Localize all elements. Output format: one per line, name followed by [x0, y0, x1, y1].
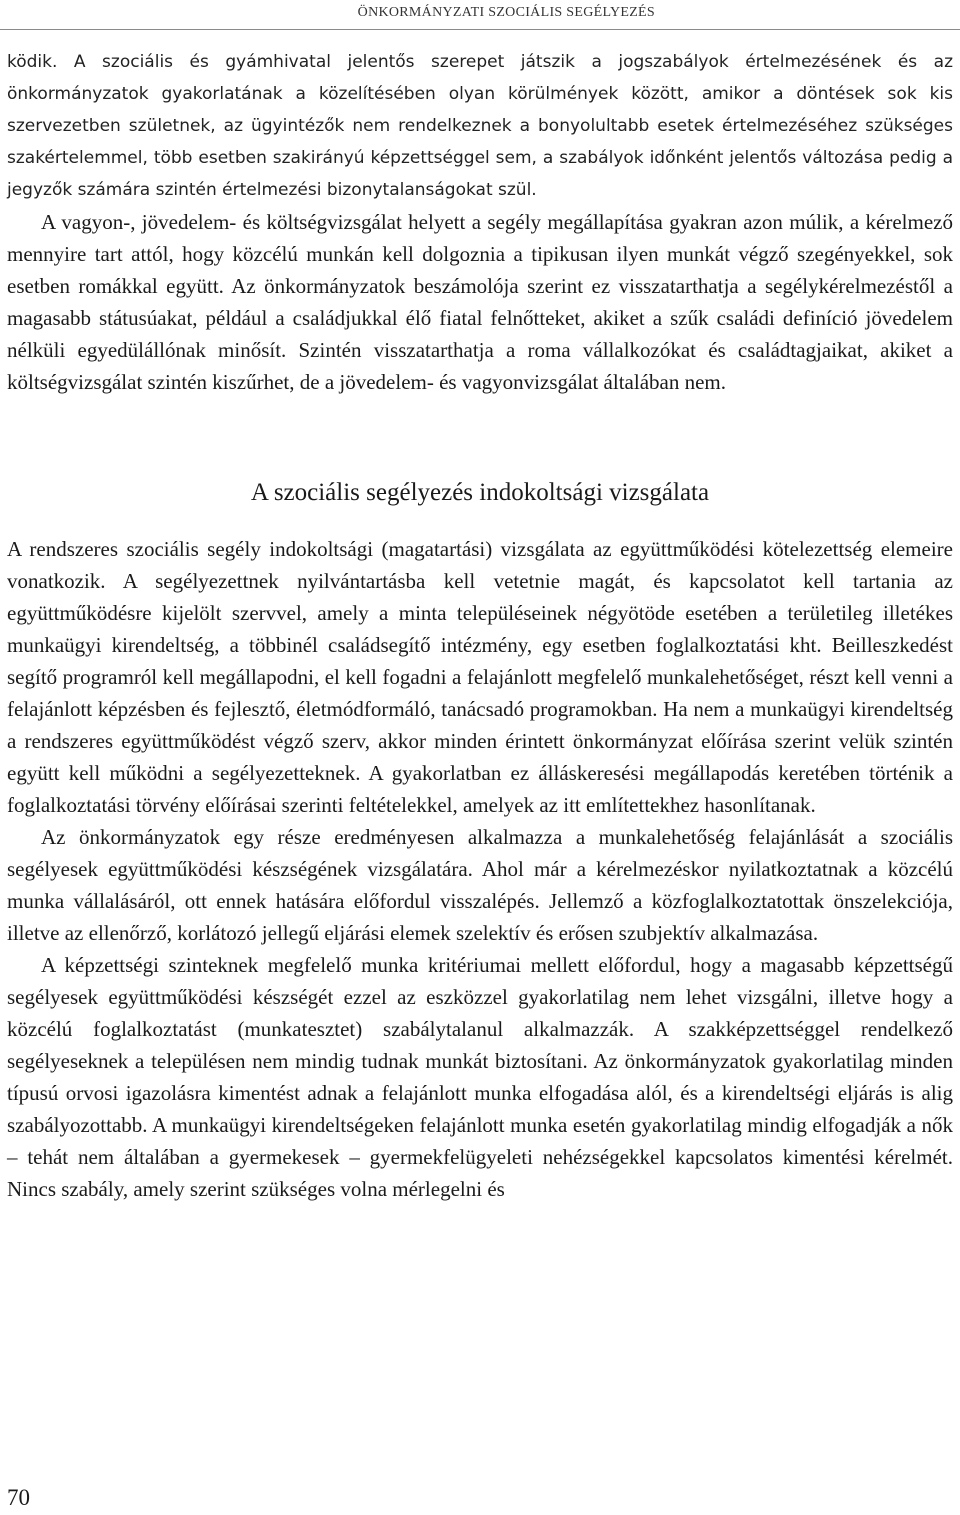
body-paragraph-continued: ködik. A szociális és gyámhivatal jelentős szerepet játszik a jogszabályok értelmezésének és az önkormányzatok gyakorlatának a közelítésében olyan körülmények között, amikor a döntések sok kis szervezetben születnek, az ügyintézők nem rendelkeznek a bonyolultabb esetek értelmezéséhez szükséges szakértelemmel, több esetben szakirányú képzettséggel sem, a szabályok időnként jelentős változása pedig a jegyzők számára szintén értelmezési bizonytalanságokat szül. — [7, 52, 953, 200]
page-number: 70 — [7, 1485, 30, 1510]
section-paragraph: A képzettségi szinteknek megfelelő munka kritériumai mellett előfordul, hogy a magasabb képzettségű segélyesek együttműködési készségét ezzel az eszközzel gyakorlatilag nem lehet vizsgálni, illetve hogy a közcélú foglalkoztatást (munkatesztet) szabálytalanul alkalmazzák. A szakképzettséggel rendelkező segélyeseknek a településen nem mindig tudnak munkát biztosítani. Az önkormányzatok gyakorlatilag minden típusú orvosi igazolásra kimentést adnak a felajánlott munka elfogadása alól, és a kirendeltségi eljárás is alig szabályozottabb. A munkaügyi kirendeltségeken felajánlott munka esetén gyakorlatilag mindig elfogadják a nők – tehát nem általában a gyermekesek – gyermekfelügyeleti nehézségekkel kapcsolatos kimentési kérelmét. Nincs szabály, amely szerint szükséges volna mérlegelni és — [7, 953, 953, 1201]
running-header — [0, 0, 960, 30]
section-heading: A szociális segélyezés indokoltsági vizsgálata — [250, 479, 710, 506]
heading-spacer — [7, 509, 953, 533]
running-header-title: ÖNKORMÁNYZATI SZOCIÁLIS SEGÉLYEZÉS — [357, 5, 655, 20]
body-paragraph: A vagyon-, jövedelem- és költségvizsgálat helyett a segély megállapítása gyakran azon múlik, a kérelmező mennyire tart attól, hogy közcélú munkán kell dolgoznia a tipikusan ilyen munkát végző szegényekkel, sok esetben romákkal együtt. Az önkormányzatok beszámolója szerint ez visszatarthatja a segélykérelmezéstől a magasabb státusúakat, például a családjukkal élő fiatal felnőtteket, akiket a szűk családi definíció jövedelem nélküli egyedülállónak minősít. Szintén visszatarthatja a roma vállalkozókat és családtagjaikat, akiket a költségvizsgálat szintén kiszűrhet, de a jövedelem- és vagyonvizsgálat általában nem. — [7, 210, 953, 394]
section-paragraph: A rendszeres szociális segély indokoltsági (magatartási) vizsgálata az együttműködési kötelezettség elemeire vonatkozik. A segélyezettnek nyilvántartásba kell vetetnie magát, és kapcsolatot kell tartania az együttműködésre kijelölt szervvel, amely a minta településeinek négyötöde esetében a területileg illetékes munkaügyi kirendeltség, a többinél családsegítő intézmény, egy esetben foglalkoztatási kht. Beilleszkedést segítő programról kell megállapodni, el kell fogadni a felajánlott megfelelő munkalehetőséget, részt kell venni a felajánlott képzésben és fejlesztő, életmódformáló, tanácsadó programokban. Ha nem a munkaügyi kirendeltség a rendszeres együttműködést végző szerv, akkor minden érintett önkormányzat előírása szerint velük szintén együtt kell működni a segélyezetteknek. A gyakorlatban ez álláskeresési megállapodás keretében történik a foglalkoztatási törvény előírásai szerinti feltételekkel, amelyek az itt említettekhez hasonlítanak. — [7, 537, 953, 817]
section-spacer — [7, 398, 953, 477]
page-body — [7, 46, 953, 1205]
section-paragraph: Az önkormányzatok egy része eredményesen alkalmazza a munkalehetőség felajánlását a szociális segélyesek együttműködési készségének vizsgálatára. Ahol már a kérelmezéskor nyilatkoztatnak a közcélú munka vállalásáról, ott ennek hatására előfordul visszalépés. Jellemző a közfoglalkoztatottak önszelekciója, illetve az ellenőrző, korlátozó jellegű eljárási elemek szelektív és erősen szubjektív alkalmazása. — [7, 825, 953, 945]
